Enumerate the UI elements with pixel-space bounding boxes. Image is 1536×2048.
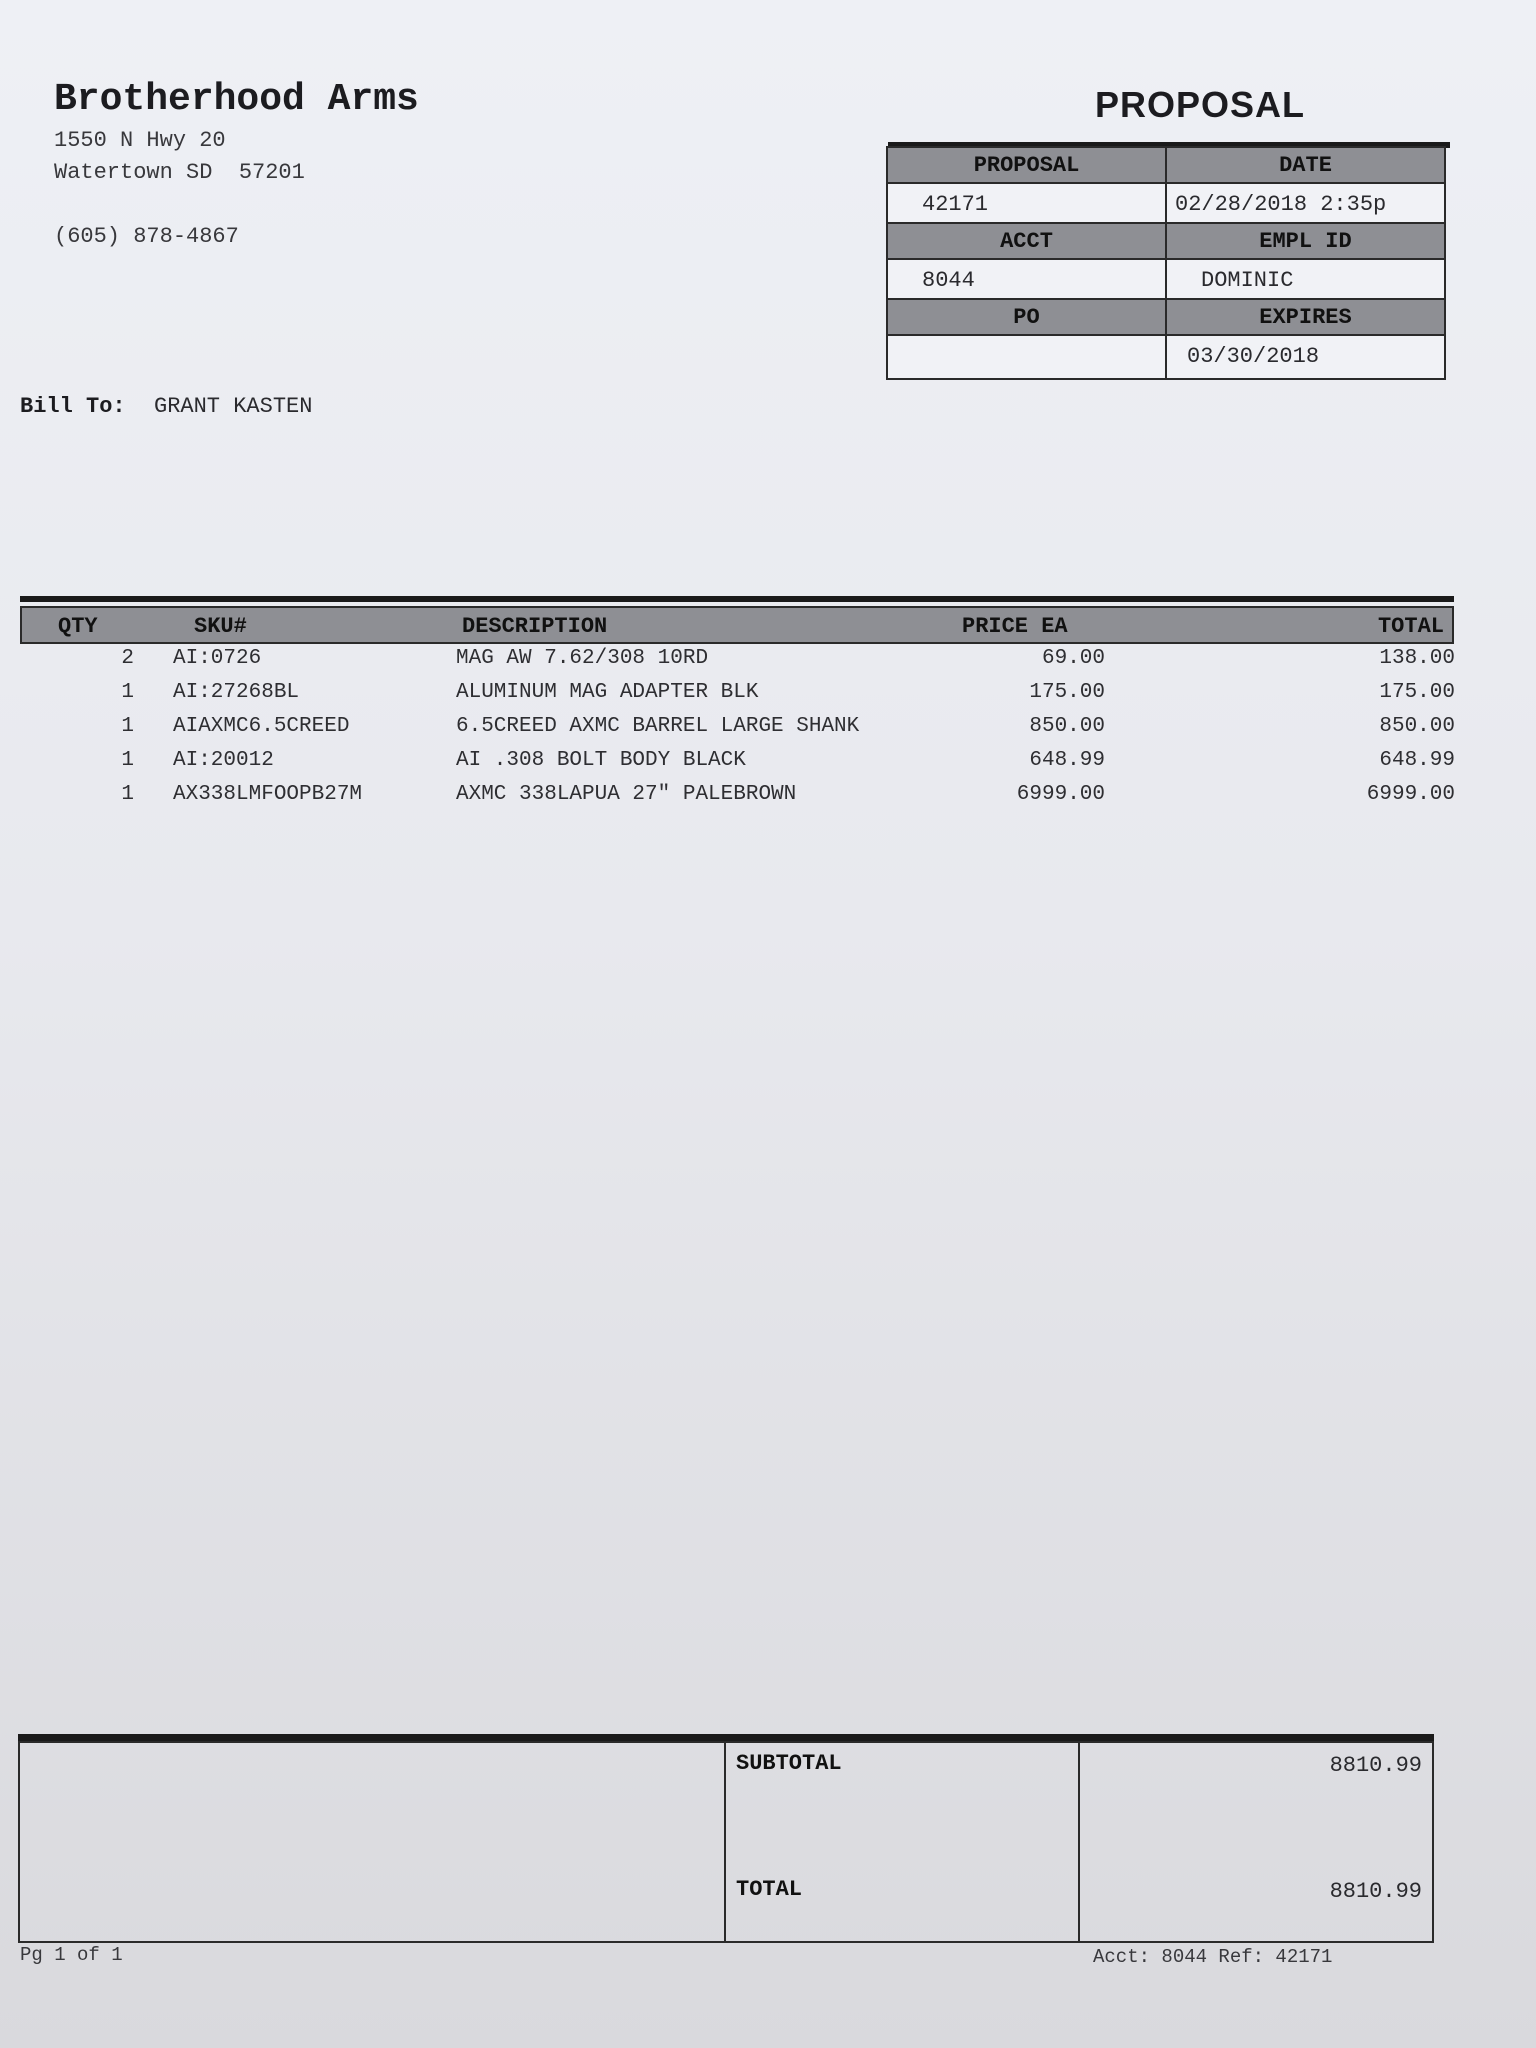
total-label: TOTAL [736,1877,803,1902]
description-header: DESCRIPTION [462,614,608,639]
empl-id-label: EMPL ID [1165,222,1446,260]
item-total: 6999.00 [1366,783,1455,806]
acct-label: ACCT [886,222,1167,260]
line-item-row [0,647,1536,679]
totals-divider-left [724,1743,726,1941]
item-price: 648.99 [1029,749,1105,772]
totals-box [18,1741,1434,1943]
totals-top-rule [18,1734,1434,1741]
item-description: MAG AW 7.62/308 10RD [456,647,709,670]
item-qty: 1 [121,681,134,704]
expires-label: EXPIRES [1165,298,1446,336]
expires-value: 03/30/2018 [1165,334,1446,380]
po-value [886,334,1167,380]
item-price: 175.00 [1029,681,1105,704]
account-reference: Acct: 8044 Ref: 42171 [1093,1946,1333,1968]
item-description: 6.5CREED AXMC BARREL LARGE SHANK [456,715,860,738]
qty-header: QTY [58,614,98,639]
page-number: Pg 1 of 1 [20,1944,123,1966]
item-total: 850.00 [1379,715,1455,738]
item-qty: 1 [121,783,134,806]
item-description: ALUMINUM MAG ADAPTER BLK [456,681,759,704]
total-value: 8810.99 [1329,1879,1422,1904]
item-sku: AI:20012 [173,749,274,772]
subtotal-label: SUBTOTAL [736,1751,842,1776]
price-each-header: PRICE EA [962,614,1068,639]
line-item-row [0,783,1536,815]
line-item-row [0,681,1536,713]
item-qty: 2 [121,647,134,670]
company-address-line2: Watertown SD 57201 [54,160,305,185]
proposal-number-value: 42171 [886,182,1167,224]
line-item-row [0,749,1536,781]
bill-to-name: GRANT KASTEN [154,394,313,419]
company-name: Brotherhood Arms [54,78,419,121]
items-header [20,606,1454,644]
item-description: AI .308 BOLT BODY BLACK [456,749,746,772]
item-sku: AI:27268BL [173,681,300,704]
item-total: 175.00 [1379,681,1455,704]
item-qty: 1 [121,749,134,772]
item-total: 138.00 [1379,647,1455,670]
item-qty: 1 [121,715,134,738]
total-header: TOTAL [1377,614,1444,639]
document-title: PROPOSAL [1095,84,1306,125]
acct-value: 8044 [886,258,1167,300]
proposal-info-grid [888,142,1450,380]
bill-to-label: Bill To: [20,394,126,419]
proposal-number-label: PROPOSAL [886,146,1167,184]
items-top-rule [20,596,1454,602]
item-description: AXMC 338LAPUA 27" PALEBROWN [456,783,797,806]
date-label: DATE [1165,146,1446,184]
item-price: 850.00 [1029,715,1105,738]
empl-id-value: DOMINIC [1165,258,1446,300]
item-sku: AIAXMC6.5CREED [173,715,350,738]
date-value: 02/28/2018 2:35p [1165,182,1446,224]
subtotal-value: 8810.99 [1329,1753,1422,1778]
line-item-row [0,715,1536,747]
po-label: PO [886,298,1167,336]
item-price: 69.00 [1041,647,1105,670]
item-price: 6999.00 [1016,783,1105,806]
totals-divider-right [1078,1743,1080,1941]
item-sku: AX338LMFOOPB27M [173,783,363,806]
item-sku: AI:0726 [173,647,262,670]
company-phone: (605) 878-4867 [54,224,239,249]
sku-header: SKU# [194,614,247,639]
company-address-line1: 1550 N Hwy 20 [54,128,226,153]
item-total: 648.99 [1379,749,1455,772]
